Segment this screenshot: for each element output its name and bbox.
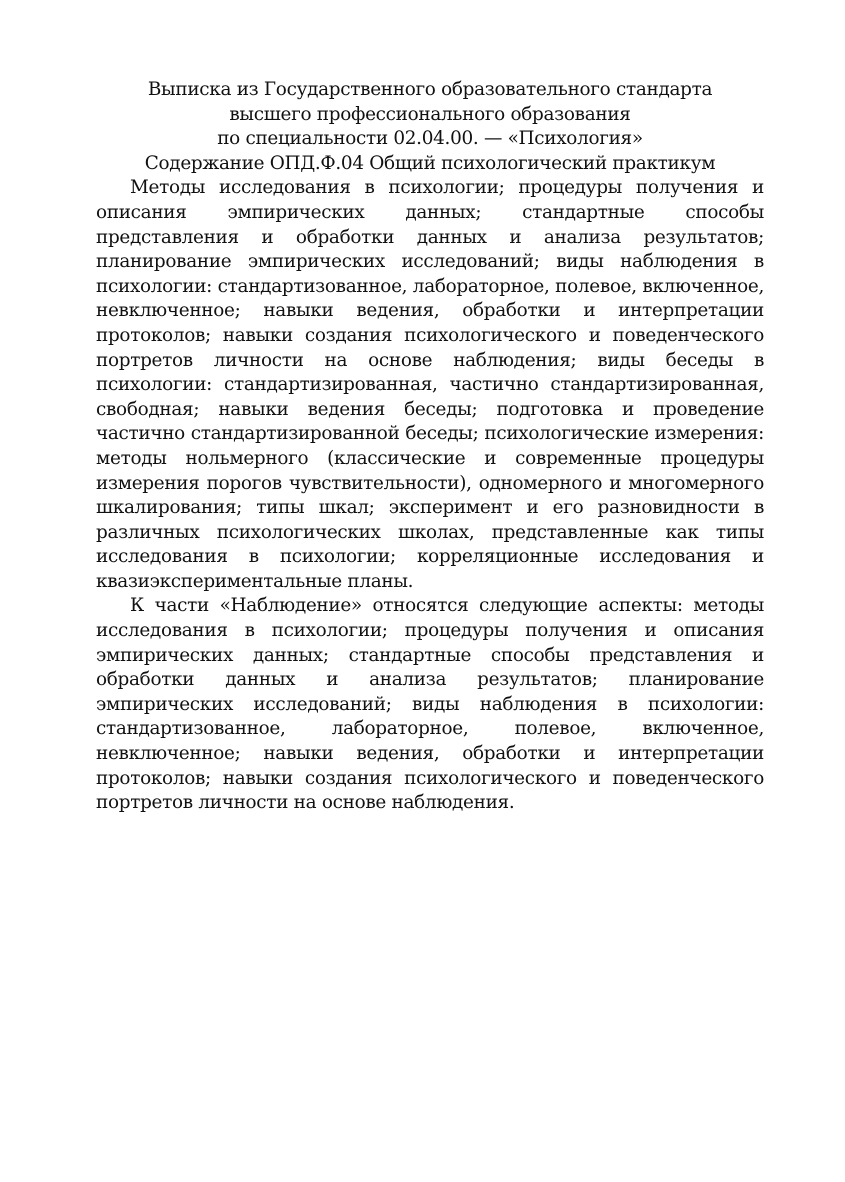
document-page bbox=[96, 78, 764, 816]
heading-line-1: Выписка из Государственного образовательного стандарта bbox=[147, 79, 713, 100]
heading-line-3: по специальности 02.04.00. — «Психология» bbox=[217, 128, 643, 150]
body-paragraph-2: К части «Наблюдение» относятся следующие аспекты: методы исследования в психологии; процедуры получения и описания эмпирических данных; стандартные способы представления и обработки данных и анализа результатов; планирование эмпирических исследований; виды наблюдения в психологии: стандартизованное, лабораторное, полевое, включенное, невключенное; навыки ведения, обработки и интерпретации протоколов; навыки создания психологического и поведенческого портретов личности на основе наблюдения. bbox=[96, 595, 764, 814]
heading-line-4: Содержание ОПД.Ф.04 Общий психологический практикум bbox=[144, 152, 716, 174]
heading-line-2: высшего профессионального образования bbox=[229, 103, 631, 125]
body-paragraph-1: Методы исследования в психологии; процедуры получения и описания эмпирических данных; стандартные способы представления и обработки данных и анализа результатов; планирование эмпирических исследований; виды наблюдения в психологии: стандартизованное, лабораторное, полевое, включенное, невключенное; навыки ведения, обработки и интерпретации протоколов; навыки создания психологического и поведенческого портретов личности на основе наблюдения; виды беседы в психологии: стандартизированная, частично стандартизированная, свободная; навыки ведения беседы; подготовка и проведение частично стандартизированной беседы; психологические измерения: методы нольмерного (классические и современные процедуры измерения порогов чувствительности), одномерного и многомерного шкалирования; типы шкал; эксперимент и его разновидности в различных психологических школах, представленные как типы исследования в психологии; корреляционные исследования и квазиэкспериментальные планы. bbox=[96, 177, 764, 592]
document-heading bbox=[96, 78, 764, 176]
